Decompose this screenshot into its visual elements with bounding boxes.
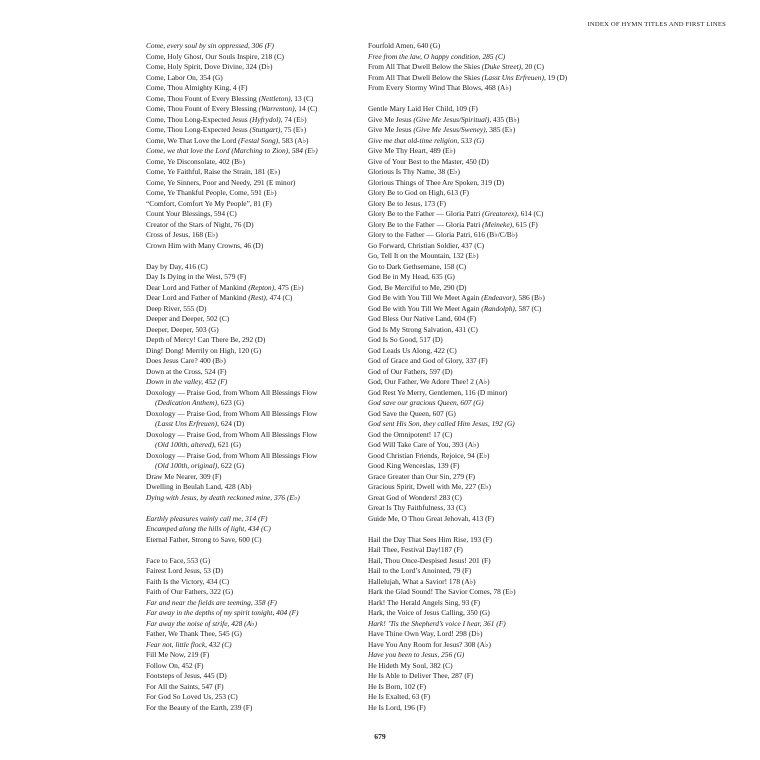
entry-title: Dear Lord and Father of Mankind	[146, 293, 249, 302]
entry-title: Good Christian Friends, Rejoice, 94 (E♭)	[368, 450, 490, 460]
index-entry	[368, 566, 593, 577]
running-header: INDEX OF HYMN TITLES AND FIRST LINES	[587, 21, 726, 28]
entry-title: Doxology — Praise God, from Whom All Blessings Flow	[146, 408, 318, 418]
index-entry	[368, 52, 593, 63]
entry-title: Have Thine Own Way, Lord! 298 (D♭)	[368, 629, 483, 638]
entry-title: Come, Thou Fount of Every Blessing	[146, 93, 259, 103]
entry-tune-name: (Duke Street)	[481, 62, 522, 71]
entry-title: Come, Thou Long-Expected Jesus	[146, 114, 250, 124]
index-entry	[368, 419, 593, 430]
index-entry	[368, 346, 593, 357]
entry-title: God the Omnipotent! 17 (C)	[368, 429, 453, 439]
index-entry	[146, 367, 371, 378]
index-entry	[146, 398, 371, 409]
index-entry	[146, 335, 371, 346]
entry-number-key: , 622 (G)	[217, 461, 245, 470]
entry-number-key: , 621 (G)	[214, 440, 241, 449]
index-entry	[368, 640, 593, 651]
entry-title: Gracious Spirit, Dwell with Me, 227 (E♭)	[368, 482, 491, 491]
entry-title: Day Is Dying in the West, 579 (F)	[146, 272, 247, 281]
section-gap	[146, 251, 371, 262]
entry-tune-name: (Give Me Jesus/Spiritual)	[413, 114, 490, 124]
entry-title: Glorious Things of Thee Are Spoken, 319 (D)	[368, 177, 505, 187]
entry-title: Hark, the Voice of Jesus Calling, 350 (G)	[368, 608, 490, 617]
entry-title: Crown Him with Many Crowns, 46 (D)	[146, 240, 264, 250]
entry-title: From All That Dwell Below the Skies	[368, 72, 482, 82]
entry-title: Count Your Blessings, 594 (C)	[146, 209, 237, 218]
entry-title: Far away the noise of strife, 428 (A♭)	[146, 618, 258, 628]
section-gap	[368, 524, 593, 535]
index-entry	[146, 241, 371, 252]
entry-title: Come, every soul by sin oppressed, 306 (F)	[146, 41, 275, 50]
entry-title: Glory Be to the Father — Gloria Patri	[368, 219, 483, 229]
index-entry	[368, 398, 593, 409]
entry-title: Footsteps of Jesus, 445 (D)	[146, 671, 227, 680]
entry-title: For God So Loved Us, 253 (C)	[146, 692, 238, 701]
index-entry	[368, 703, 593, 714]
index-entry	[368, 608, 593, 619]
section-gap	[368, 94, 593, 105]
index-entry	[146, 178, 371, 189]
index-entry	[368, 514, 593, 525]
index-entry	[368, 692, 593, 703]
entry-tune-name: (Lasst Uns Erfreuen)	[481, 72, 544, 82]
index-entry	[146, 661, 371, 672]
entry-title: God, Our Father, We Adore Thee! 2 (A♭)	[368, 377, 490, 386]
entry-title: God sent His Son, they called Him Jesus, 192 (G)	[368, 419, 515, 428]
entry-title: Day by Day, 416 (C)	[146, 261, 208, 271]
index-entry	[146, 650, 371, 661]
index-entry	[368, 283, 593, 294]
entry-title: Dear Lord and Father of Mankind	[146, 282, 249, 292]
entry-number-key: , 586 (B♭)	[514, 293, 545, 302]
entry-title: Great Is Thy Faithfulness, 33 (C)	[368, 503, 466, 512]
entry-title: Eternal Father, Strong to Save, 600 (C)	[146, 534, 262, 544]
index-entry	[146, 388, 371, 399]
entry-tune-name: (Hyfrydol)	[249, 114, 281, 124]
index-entry	[146, 272, 371, 283]
page-number: 679	[374, 732, 386, 741]
entry-title: He Is Born, 102 (F)	[368, 681, 427, 691]
entry-number-key: , 614 (C)	[516, 209, 544, 218]
index-entry	[368, 598, 593, 609]
index-entry	[368, 115, 593, 126]
entry-number-key: , 13 (C)	[290, 93, 314, 103]
entry-tune-name: (Warrenton)	[258, 104, 295, 113]
index-entry	[146, 409, 371, 420]
entry-title: Down at the Cross, 524 (F)	[146, 366, 227, 376]
index-entry	[146, 220, 371, 231]
entry-tune-name: (Randolph)	[481, 303, 515, 313]
index-entry	[146, 619, 371, 630]
index-entry	[368, 535, 593, 546]
index-entry	[146, 535, 371, 546]
index-entry	[146, 682, 371, 693]
entry-title: Give of Your Best to the Master, 450 (D)	[368, 156, 489, 166]
index-entry	[146, 125, 371, 136]
entry-title: God Is My Strong Salvation, 431 (C)	[368, 324, 478, 334]
entry-title: Fill Me Now, 219 (F)	[146, 650, 210, 659]
entry-title: Draw Me Nearer, 309 (F)	[146, 471, 222, 481]
index-entry	[368, 388, 593, 399]
entry-title: Hail Thee, Festival Day!187 (F)	[368, 545, 463, 554]
index-entry	[368, 556, 593, 567]
index-entry	[368, 356, 593, 367]
entry-title: Hail the Day That Sees Him Rise, 193 (F)	[368, 534, 493, 544]
index-entry	[368, 293, 593, 304]
entry-tune-name: (Endeavor)	[481, 293, 515, 302]
entry-tune-name: (Dedication Anthem)	[155, 398, 218, 407]
entry-tune-name: (Repton)	[248, 282, 275, 292]
entry-title: God Will Take Care of You, 393 (A♭)	[368, 440, 479, 449]
index-entry	[146, 451, 371, 462]
index-entry	[146, 73, 371, 84]
index-entry	[368, 83, 593, 94]
index-entry	[146, 356, 371, 367]
entry-title: Glory Be to God on High, 613 (F)	[368, 188, 470, 197]
index-entry	[368, 230, 593, 241]
index-entry	[146, 314, 371, 325]
index-entry	[146, 461, 371, 472]
index-entry	[146, 419, 371, 430]
index-entry	[368, 335, 593, 346]
entry-title: Have you been to Jesus, 256 (G)	[368, 650, 465, 659]
index-entry	[368, 62, 593, 73]
index-entry	[146, 188, 371, 199]
entry-title: For All the Saints, 547 (F)	[146, 681, 224, 691]
index-entry	[368, 188, 593, 199]
index-entry	[368, 304, 593, 315]
index-entry	[368, 545, 593, 556]
entry-title: Far away in the depths of my spirit tonight, 404 (F)	[146, 608, 299, 617]
entry-title: Come, Ye Disconsolate, 402 (B♭)	[146, 156, 245, 166]
entry-title: He Is Lord, 196 (F)	[368, 702, 426, 712]
left-column	[146, 41, 371, 713]
entry-title: Cross of Jesus, 168 (E♭)	[146, 230, 218, 239]
index-entry	[146, 440, 371, 451]
index-entry	[368, 629, 593, 640]
index-entry	[368, 503, 593, 514]
entry-title: Come, we that love the Lord	[146, 146, 232, 155]
entry-title: Glory Be to the Father — Gloria Patri	[368, 209, 483, 218]
entry-title: “Comfort, Comfort Ye My People”, 81 (F)	[146, 198, 272, 208]
index-entry	[368, 209, 593, 220]
entry-title: Free from the law, O happy condition, 285 (C)	[368, 51, 506, 61]
entry-number-key: , 615 (F)	[512, 219, 538, 229]
entry-tune-name: (Lasst Uns Erfreuen)	[155, 419, 218, 428]
index-entry	[146, 209, 371, 220]
index-entry	[146, 293, 371, 304]
index-entry	[146, 671, 371, 682]
entry-title: God Rest Ye Merry, Gentlemen, 116 (D minor)	[368, 387, 508, 397]
entry-title: God Be with You Till We Meet Again	[368, 303, 482, 313]
entry-tune-name: (Meineke)	[482, 219, 513, 229]
entry-title: Guide Me, O Thou Great Jehovah, 413 (F)	[368, 513, 495, 523]
entry-title: Glory Be to Jesus, 173 (F)	[368, 198, 447, 208]
entry-title: Deeper, Deeper, 503 (G)	[146, 324, 219, 334]
index-entry	[146, 640, 371, 651]
index-entry	[146, 629, 371, 640]
entry-title: God Leads Us Along, 422 (C)	[368, 345, 457, 355]
entry-title: Good King Wenceslas, 139 (F)	[368, 461, 460, 470]
entry-title: Doxology — Praise God, from Whom All Blessings Flow	[146, 387, 318, 397]
entry-title: Go to Dark Gethsemane, 158 (C)	[368, 261, 467, 271]
entry-tune-name: (Give Me Jesus/Sweney)	[413, 125, 486, 134]
entry-title: Come, Ye Sinners, Poor and Needy, 291 (E minor)	[146, 177, 296, 187]
entry-title: Deep River, 555 (D)	[146, 303, 207, 313]
entry-title: Down in the valley, 452 (F)	[146, 377, 228, 386]
entry-title: Does Jesus Care? 400 (B♭)	[146, 356, 226, 365]
index-entry	[368, 430, 593, 441]
entry-tune-name: (Stuttgart)	[249, 125, 281, 134]
entry-title: Give Me Jesus	[368, 114, 414, 124]
index-entry	[146, 377, 371, 388]
index-entry	[146, 482, 371, 493]
index-entry	[368, 241, 593, 252]
entry-number-key: , 19 (D)	[543, 72, 568, 82]
entry-title: He Hideth My Soul, 382 (C)	[368, 660, 453, 670]
entry-title: Have You Any Room for Jesus? 308 (A♭)	[368, 639, 491, 649]
entry-title: Great God of Wonders! 283 (C)	[368, 492, 462, 502]
right-column	[368, 41, 593, 713]
index-entry	[146, 199, 371, 210]
index-entry	[368, 178, 593, 189]
entry-number-key: , 583 (A♭)	[278, 135, 309, 145]
entry-number-key: , 385 (E♭)	[485, 125, 516, 134]
entry-title: Come, Thou Fount of Every Blessing	[146, 104, 259, 113]
entry-title: Give Me Thy Heart, 489 (E♭)	[368, 146, 456, 155]
entry-title: Come, Ye Thankful People, Come, 591 (E♭)	[146, 188, 277, 197]
entry-title: Go Forward, Christian Soldier, 437 (C)	[368, 240, 485, 250]
index-entry	[368, 482, 593, 493]
entry-title: Dwelling in Beulah Land, 428 (Ab)	[146, 482, 252, 491]
index-entry	[368, 41, 593, 52]
entry-title: Hail to the Lord’s Anointed, 79 (F)	[368, 566, 472, 575]
index-entry	[146, 566, 371, 577]
index-entry	[368, 73, 593, 84]
index-entry	[146, 157, 371, 168]
index-entry	[368, 167, 593, 178]
index-entry	[146, 346, 371, 357]
entry-title: God save our gracious Queen, 607 (G)	[368, 398, 484, 407]
index-entry	[146, 283, 371, 294]
entry-number-key: , 20 (C)	[521, 62, 544, 71]
entry-title: God Is So Good, 517 (D)	[368, 335, 443, 344]
index-entry	[146, 524, 371, 535]
entry-title: Doxology — Praise God, from Whom All Blessings Flow	[146, 429, 318, 439]
entry-title: For the Beauty of the Earth, 239 (F)	[146, 702, 253, 712]
index-entry	[146, 703, 371, 714]
entry-title: From Every Stormy Wind That Blows, 468 (A♭)	[368, 83, 512, 92]
entry-title: God of Our Fathers, 597 (D)	[368, 366, 453, 376]
entry-title: Gentle Mary Laid Her Child, 109 (F)	[368, 104, 478, 113]
entry-title: Grace Greater than Our Sin, 279 (F)	[368, 471, 475, 481]
index-entry	[368, 262, 593, 273]
entry-title: Glory to the Father — Gloria Patri, 616 (B♭/C/B♭)	[368, 230, 518, 239]
entry-title: Encamped along the hills of light, 434 (C)	[146, 524, 271, 533]
entry-title: Come, We That Love the Lord	[146, 135, 239, 145]
entry-title: Earthly pleasures vainly call me, 314 (F)	[146, 513, 268, 523]
entry-title: Fear not, little flock, 432 (C)	[146, 639, 232, 649]
index-entry	[146, 556, 371, 567]
index-entry	[368, 377, 593, 388]
entry-title: Hail, Thou Once-Despised Jesus! 201 (F)	[368, 555, 491, 565]
entry-number-key: , 587 (C)	[514, 303, 542, 313]
entry-title: Come, Thou Long-Expected Jesus	[146, 125, 250, 134]
entry-title: Face to Face, 553 (G)	[146, 555, 211, 565]
entry-tune-name: (Nettleton)	[258, 93, 291, 103]
index-entry	[146, 115, 371, 126]
entry-number-key: , 14 (C)	[294, 104, 318, 113]
entry-tune-name: (Rest)	[248, 293, 266, 302]
index-entry	[368, 682, 593, 693]
entry-number-key: , 584 (E♭)	[288, 146, 318, 155]
entry-number-key: , 74 (E♭)	[280, 114, 307, 124]
index-entry	[146, 587, 371, 598]
entry-title: Come, Holy Spirit, Dove Divine, 324 (D♭)	[146, 62, 273, 71]
entry-title: Come, Labor On, 354 (G)	[146, 72, 223, 82]
index-entry	[146, 692, 371, 703]
index-entry	[146, 577, 371, 588]
index-entry	[368, 125, 593, 136]
entry-tune-name: (Greatorex)	[482, 209, 517, 218]
entry-title: Follow On, 452 (F)	[146, 660, 204, 670]
index-entry	[368, 472, 593, 483]
entry-title: He Is Able to Deliver Thee, 287 (F)	[368, 671, 474, 680]
index-entry	[146, 325, 371, 336]
index-entry	[368, 440, 593, 451]
index-entry	[368, 272, 593, 283]
entry-title: Come, Ye Faithful, Raise the Strain, 181 (E♭)	[146, 167, 281, 176]
index-entry	[146, 493, 371, 504]
entry-title: God of Grace and God of Glory, 337 (F)	[368, 356, 488, 365]
entry-title: Hark the Glad Sound! The Savior Comes, 78 (E♭)	[368, 587, 516, 596]
entry-title: He Is Exalted, 63 (F)	[368, 692, 431, 701]
entry-title: Faith of Our Fathers, 322 (G)	[146, 587, 234, 596]
index-entry	[368, 367, 593, 378]
index-entry	[368, 451, 593, 462]
entry-title: Father, We Thank Thee, 545 (G)	[146, 629, 242, 638]
entry-title: Come, Thou Almighty King, 4 (F)	[146, 83, 248, 92]
entry-number-key: , 474 (C)	[265, 293, 293, 302]
entry-tune-name: (Festal Song)	[238, 135, 279, 145]
index-entry	[146, 230, 371, 241]
entry-number-key: , 75 (E♭)	[280, 125, 307, 134]
entry-number-key: , 475 (E♭)	[274, 282, 304, 292]
index-entry	[146, 514, 371, 525]
index-entry	[368, 314, 593, 325]
entry-title: Far and near the fields are teeming, 358 (F)	[146, 597, 277, 607]
entry-title: Go, Tell It on the Mountain, 132 (E♭)	[368, 251, 479, 260]
index-entry	[368, 157, 593, 168]
index-entry	[368, 461, 593, 472]
index-entry	[146, 52, 371, 63]
index-entry	[368, 661, 593, 672]
index-entry	[146, 608, 371, 619]
entry-title: God Be in My Head, 635 (G)	[368, 272, 455, 281]
index-entry	[368, 587, 593, 598]
index-entry	[146, 41, 371, 52]
index-entry	[146, 304, 371, 315]
index-entry	[368, 104, 593, 115]
entry-title: Glorious Is Thy Name, 38 (E♭)	[368, 167, 461, 176]
entry-title: Ding! Dong! Merrily on High, 120 (G)	[146, 345, 262, 355]
entry-title: Fairest Lord Jesus, 53 (D)	[146, 566, 223, 575]
entry-number-key: , 623 (G)	[217, 398, 244, 407]
entry-title: Deeper and Deeper, 502 (C)	[146, 314, 230, 323]
entry-title: Hark! The Herald Angels Sing, 93 (F)	[368, 597, 481, 607]
index-entry	[368, 577, 593, 588]
entry-title: Depth of Mercy! Can There Be, 292 (D)	[146, 335, 266, 344]
index-entry	[368, 146, 593, 157]
index-entry	[146, 104, 371, 115]
entry-title: From All That Dwell Below the Skies	[368, 62, 482, 71]
index-entry	[368, 671, 593, 682]
index-entry	[146, 262, 371, 273]
index-entry	[146, 167, 371, 178]
index-entry	[146, 146, 371, 157]
entry-title: Hark! ’Tis the Shepherd’s voice I hear, 361 (F)	[368, 618, 506, 628]
entry-title: Dying with Jesus, by death reckoned mine, 376 (E♭)	[146, 492, 300, 502]
index-entry	[368, 199, 593, 210]
index-entry	[146, 83, 371, 94]
index-entry	[146, 136, 371, 147]
index-entry	[146, 598, 371, 609]
index-entry	[368, 493, 593, 504]
entry-title: Doxology — Praise God, from Whom All Blessings Flow	[146, 450, 318, 460]
entry-tune-name: (Old 100th, altered)	[155, 440, 215, 449]
entry-title: Faith Is the Victory, 434 (C)	[146, 576, 230, 586]
index-entry	[368, 251, 593, 262]
entry-title: God Save the Queen, 607 (G)	[368, 408, 456, 418]
index-entry	[146, 472, 371, 483]
index-entry	[146, 62, 371, 73]
entry-tune-name: (Marching to Zion)	[231, 146, 289, 155]
index-entry	[146, 94, 371, 105]
index-entry	[368, 409, 593, 420]
entry-title: God, Be Merciful to Me, 290 (D)	[368, 282, 467, 292]
entry-number-key: , 435 (B♭)	[489, 114, 520, 124]
entry-title: Creator of the Stars of Night, 76 (D)	[146, 219, 254, 229]
entry-title: Hallelujah, What a Savior! 178 (A♭)	[368, 576, 476, 586]
entry-title: God Be with You Till We Meet Again	[368, 293, 482, 302]
section-gap	[146, 503, 371, 514]
entry-tune-name: (Old 100th, original)	[155, 461, 218, 470]
section-gap	[146, 545, 371, 556]
entry-title: Give me that old-time religion, 533 (G)	[368, 135, 485, 145]
index-entry	[146, 430, 371, 441]
index-entry	[368, 619, 593, 630]
entry-title: Come, Holy Ghost, Our Souls Inspire, 218 (C)	[146, 51, 284, 61]
index-entry	[368, 136, 593, 147]
entry-title: God Bless Our Native Land, 604 (F)	[368, 314, 477, 323]
index-entry	[368, 220, 593, 231]
entry-number-key: , 624 (D)	[217, 419, 245, 428]
entry-title: Give Me Jesus	[368, 125, 414, 134]
index-entry	[368, 325, 593, 336]
index-entry	[368, 650, 593, 661]
entry-title: Fourfold Amen, 640 (G)	[368, 41, 441, 50]
